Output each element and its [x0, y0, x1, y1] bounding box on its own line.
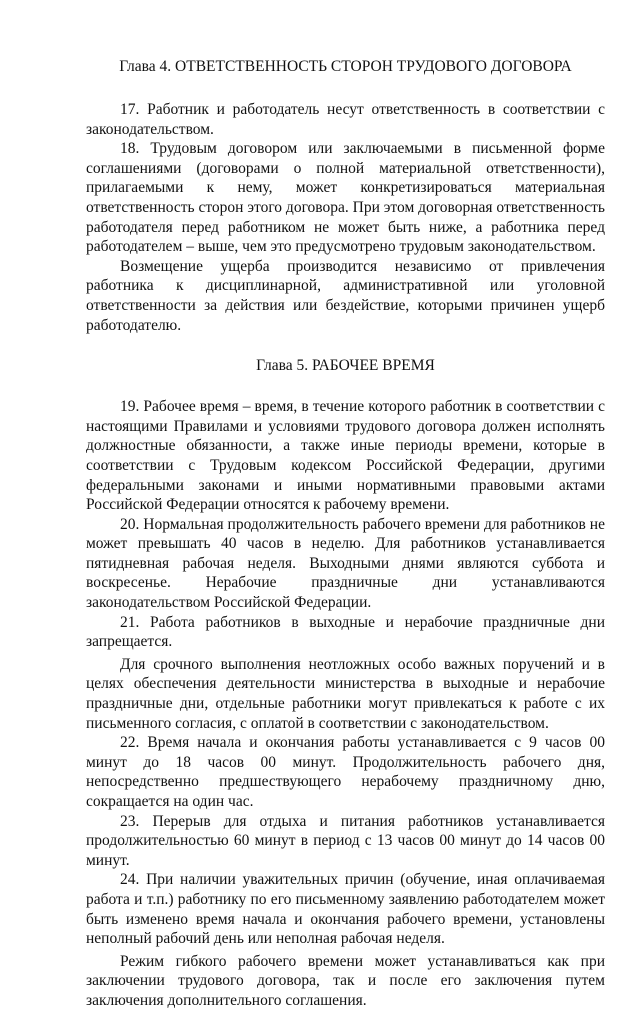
chapter-5-body [86, 397, 605, 1010]
paragraph-21: 21. Работа работников в выходные и нерабочие праздничные дни запрещается. [86, 613, 605, 651]
paragraph-23: 23. Перерыв для отдыха и питания работников устанавливается продолжительностью 60 минут в период с 13 часов 00 минут до 14 часов 00 минут. [86, 812, 605, 869]
paragraph-flexible-schedule: Режим гибкого рабочего времени может устанавливаться как при заключении трудового договора, так и после его заключения путем заключения дополнительного соглашения. [86, 952, 605, 1009]
paragraph-22: 22. Время начала и окончания работы устанавливается с 9 часов 00 минут до 18 часов 00 минут. Продолжительность рабочего дня, непосредственно предшествующего нерабочему праздничному дню, сокращается на один час. [86, 734, 605, 810]
paragraph-18: 18. Трудовым договором или заключаемыми в письменной форме соглашениями (договорами о полной материальной ответственности), прилагаемыми к нему, может конкретизироваться материальная ответственность сторон этого договора. При этом договорная ответственность работодателя перед работником не может быть ниже, а работника перед работодателем – выше, чем это предусмотрено трудовым законодательством. [86, 140, 605, 256]
chapter-4-body [86, 100, 605, 335]
paragraph-20: 20. Нормальная продолжительность рабочего времени для работников не может превышать 40 часов в неделю. Для работников устанавливается пятидневная рабочая неделя. Выходными днями являются суббота и воскресенье. Нерабочие праздничные дни устанавливаются законодательством Российской Федерации. [86, 515, 605, 612]
paragraph-17: 17. Работник и работодатель несут ответственность в соответствии с законодательством. [86, 101, 605, 138]
chapter-5-title: Глава 5. РАБОЧЕЕ ВРЕМЯ [256, 357, 435, 375]
paragraph-24: 24. При наличии уважительных причин (обучение, иная оплачиваемая работа и т.п.) работнику по его письменному заявлению работодателем может быть изменено время начала и окончания рабочего времени, установлены неполный рабочий день или неполная рабочая неделя. [86, 871, 605, 948]
paragraph-19: 19. Рабочее время – время, в течение которого работник в соответствии с настоящими Правилами и условиями трудового договора должен исполнять должностные обязанности, а также иные периоды времени, которые в соответствии с Трудовым кодексом Российской Федерации, другими федеральными законами и иными нормативными правовыми актами Российской Федерации относятся к рабочему времени. [86, 398, 605, 514]
paragraph-damage-compensation: Возмещение ущерба производится независимо от привлечения работника к дисциплинарной, административной или уголовной ответственности за действия или бездействие, которыми причинен ущерб работодателю. [86, 257, 605, 334]
chapter-4-title: Глава 4. ОТВЕТСТВЕННОСТЬ СТОРОН ТРУДОВОГО ДОГОВОРА [119, 58, 572, 75]
paragraph-urgent-work: Для срочного выполнения неотложных особо важных поручений и в целях обеспечения деятельности министерства в выходные и нерабочие праздничные дни, отдельные работники могут привлекаться к работе с их письменного согласия, с оплатой в соответствии с законодательством. [86, 655, 605, 732]
